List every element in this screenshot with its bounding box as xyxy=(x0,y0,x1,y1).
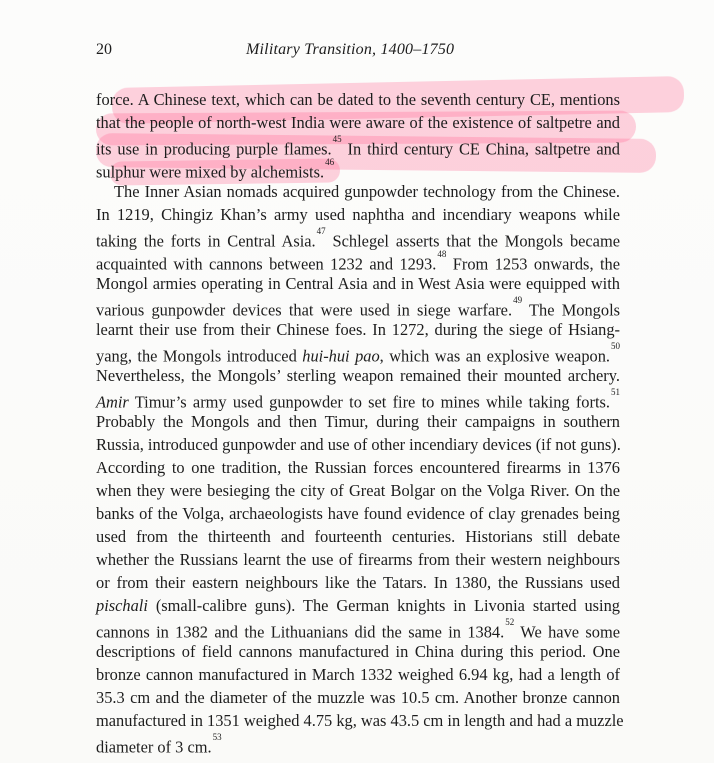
text-segment: Nevertheless, the Mongols’ sterling weapon remained their mounted archery. xyxy=(96,366,620,385)
text-segment: The Inner Asian nomads acquired gunpowder technology from the Chinese. xyxy=(114,182,620,201)
body-text xyxy=(96,88,624,757)
text-line xyxy=(96,111,620,134)
text-segment: (small-calibre guns). The German knights in Livonia started using xyxy=(147,596,620,615)
text-segment: , which was an explosive weapon. xyxy=(379,346,610,366)
text-segment: Russia, introduced gunpowder and use of other incendiary devices (if not guns). xyxy=(96,435,621,454)
footnote-marker: 51 xyxy=(611,387,620,398)
italic-term: pischali xyxy=(96,596,148,615)
text-segment: used from the thirteenth and fourteenth centuries. Historians still debate xyxy=(96,527,620,546)
footnote-marker: 49 xyxy=(513,295,523,306)
footnote-marker: 47 xyxy=(316,226,326,237)
text-segment: whether the Russians learnt the use of firearms from their western neighbours xyxy=(96,550,620,569)
text-line xyxy=(96,272,620,295)
text-line xyxy=(96,88,620,111)
text-segment: cannons in 1382 and the Lithuanians did the same in 1384. xyxy=(96,622,505,642)
text-segment: learnt their use from their Chinese foes. In 1272, during the siege of Hsiang- xyxy=(96,320,620,339)
text-segment: or from their eastern neighbours like the Tatars. In 1380, the Russians used xyxy=(96,573,620,592)
text-segment: In 1219, Chingiz Khan’s army used naphtha and incendiary weapons while xyxy=(96,205,620,224)
text-line xyxy=(96,617,620,640)
paragraph-2 xyxy=(96,180,624,757)
text-line xyxy=(96,732,620,755)
text-segment: its use in producing purple flames. xyxy=(96,139,332,159)
text-segment: various gunpowder devices that were used in siege warfare. xyxy=(96,300,513,320)
text-segment: manufactured in 1351 weighed 4.75 kg, was 43.5 cm in length and had a muzzle xyxy=(96,711,624,730)
text-segment: Schlegel asserts that the Mongols became xyxy=(325,231,620,251)
text-segment: descriptions of field cannons manufactured in China during this period. One xyxy=(96,642,620,661)
text-segment: From 1253 onwards, the xyxy=(446,254,620,274)
text-segment: force. A Chinese text, which can be dated to the seventh century CE, mentions xyxy=(96,90,620,109)
text-segment: Mongol armies operating in Central Asia and in West Asia were equipped with xyxy=(96,274,620,293)
text-segment: yang, the Mongols introduced xyxy=(96,346,303,366)
text-segment: According to one tradition, the Russian forces encountered firearms in 1376 xyxy=(96,458,620,477)
text-line xyxy=(96,548,620,571)
text-segment: acquainted with cannons between 1232 and 1293. xyxy=(96,254,437,274)
text-line xyxy=(96,525,620,548)
text-line xyxy=(96,318,620,341)
page-number: 20 xyxy=(96,41,112,58)
text-line xyxy=(96,295,620,318)
text-segment: that the people of north-west India were aware of the existence of saltpetre and xyxy=(96,113,620,132)
footnote-marker: 45 xyxy=(332,134,342,145)
text-segment: The Mongols xyxy=(522,300,621,320)
text-line xyxy=(96,203,620,226)
footnote-marker: 50 xyxy=(611,341,620,352)
text-line xyxy=(96,456,620,479)
running-head: Military Transition, 1400–1750 xyxy=(246,41,455,58)
text-line xyxy=(96,640,620,663)
italic-term: Amir xyxy=(96,392,129,412)
text-segment: diameter of 3 cm. xyxy=(96,737,212,757)
text-segment: sulphur were mixed by alchemists. xyxy=(96,162,325,182)
text-line xyxy=(96,180,620,203)
text-line xyxy=(96,410,620,433)
text-segment: taking the forts in Central Asia. xyxy=(96,231,316,251)
text-segment: when they were besieging the city of Great Bolgar on the Volga River. On the xyxy=(96,481,620,500)
text-line xyxy=(96,709,624,732)
footnote-marker: 52 xyxy=(505,617,515,628)
text-line xyxy=(96,249,620,272)
text-line xyxy=(96,157,620,180)
footnote-marker: 53 xyxy=(212,732,222,743)
text-line xyxy=(96,663,620,686)
text-line xyxy=(96,226,620,249)
text-segment: 35.3 cm and the diameter of the muzzle was 10.5 cm. Another bronze cannon xyxy=(96,688,620,707)
text-line xyxy=(96,387,620,410)
footnote-marker: 46 xyxy=(325,157,335,168)
text-segment: Timur’s army used gunpowder to set fire to mines while taking forts. xyxy=(128,392,610,412)
italic-term: hui-hui pao xyxy=(302,346,380,366)
text-segment: bronze cannon manufactured in March 1332 weighed 6.94 kg, had a length of xyxy=(96,665,620,684)
text-line xyxy=(96,502,620,525)
text-segment: Probably the Mongols and then Timur, during their campaigns in southern xyxy=(96,412,620,431)
text-segment: In third century CE China, saltpetre and xyxy=(341,139,620,159)
text-line xyxy=(96,341,620,364)
text-line xyxy=(96,364,620,387)
text-line xyxy=(96,594,620,617)
text-line xyxy=(96,686,620,709)
text-segment: banks of the Volga, archaeologists have found evidence of clay grenades being xyxy=(96,504,620,523)
text-line xyxy=(96,134,620,157)
page-header xyxy=(96,40,620,64)
text-segment: We have some xyxy=(514,622,620,642)
text-line xyxy=(96,433,620,456)
text-line xyxy=(96,571,620,594)
text-line xyxy=(96,479,620,502)
footnote-marker: 48 xyxy=(437,249,447,260)
paragraph-1 xyxy=(96,88,620,180)
